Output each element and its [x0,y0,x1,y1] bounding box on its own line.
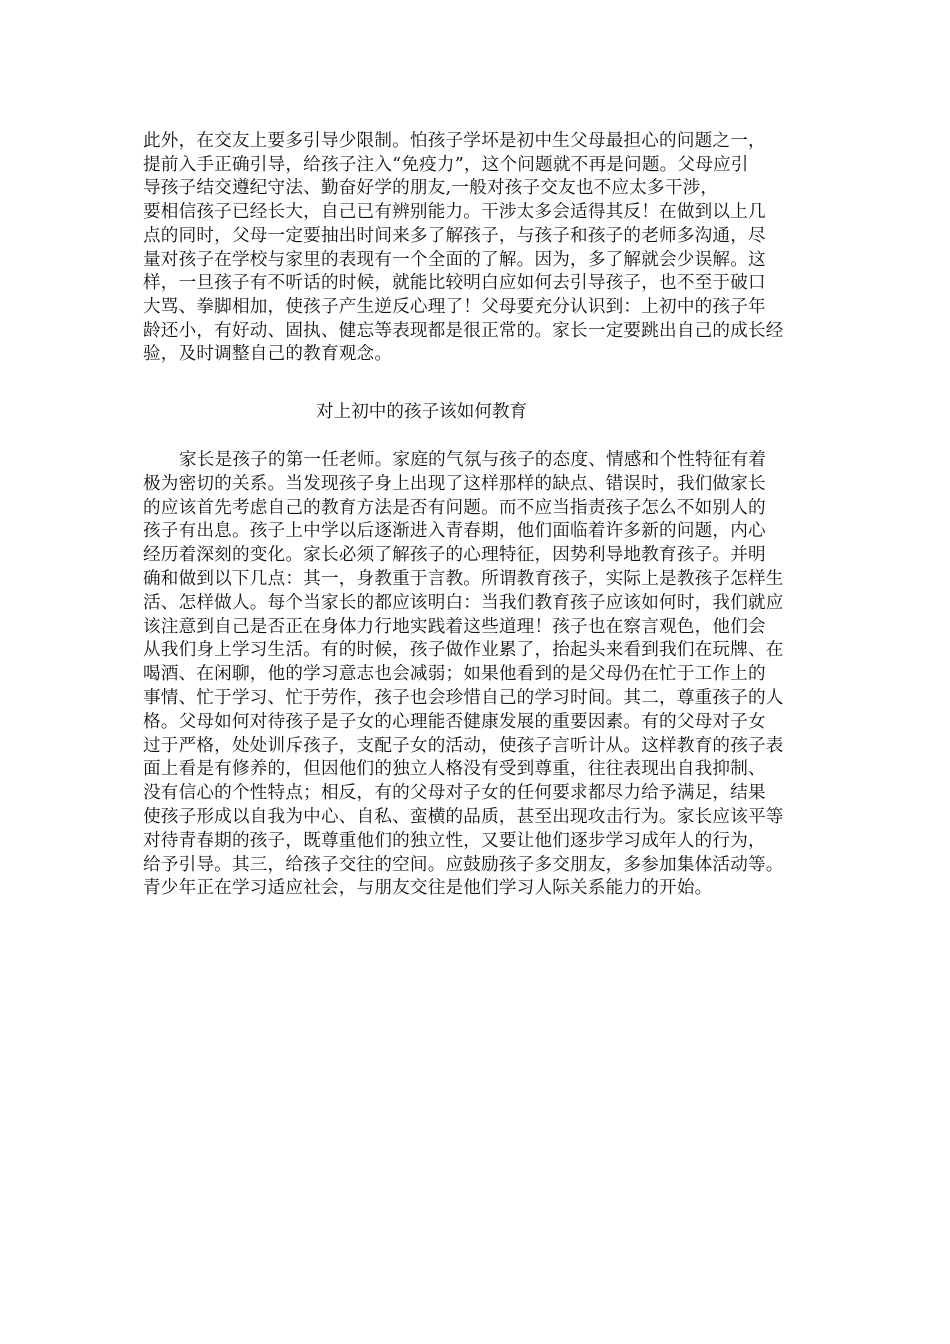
text-line: 此外，在交友上要多引导少限制。怕孩子学坏是初中生父母最担心的问题之一， [143,131,766,151]
main-paragraph [143,449,815,901]
text-line: 的应该首先考虑自己的教育方法是否有问题。而不应当指责孩子怎么不如别人的 [143,497,766,518]
text-line: 对待青春期的孩子，既尊重他们的独立性，又要让他们逐步学习成年人的行为， [143,830,766,851]
text-line: 验，及时调整自己的教育观念。 [143,344,393,365]
text-line: 给予引导。其三，给孩子交往的空间。应鼓励孩子多交朋友，多参加集体活动等。 [143,854,784,875]
text-line: 从我们身上学习生活。有的时候，孩子做作业累了，抬起头来看到我们在玩牌、在 [143,640,784,661]
text-line: 事情、忙于学习、忙于劳作，孩子也会珍惜自己的学习时间。其二，尊重孩子的人 [143,687,784,708]
text-line: 大骂、拳脚相加，使孩子产生逆反心理了！父母要充分认识到：上初中的孩子年 [143,296,766,317]
text-line: 提前入手正确引导，给孩子注入“免疫力”，这个问题就不再是问题。父母应引 [143,154,749,175]
text-line: 确和做到以下几点：其一，身教重于言教。所谓教育孩子，实际上是教孩子怎样生 [143,568,784,589]
section-title: 对上初中的孩子该如何教育 [316,402,528,422]
text-line: 样，一旦孩子有不听话的时候，就能比较明白应如何去引导孩子，也不至于破口 [143,273,766,294]
text-line: 青少年正在学习适应社会，与朋友交往是他们学习人际关系能力的开始。 [143,878,713,899]
text-line: 没有信心的个性特点；相反，有的父母对子女的任何要求都尽力给予满足，结果 [143,783,766,804]
text-line: 活、怎样做人。每个当家长的都应该明白：当我们教育孩子应该如何时，我们就应 [143,592,784,613]
text-line: 该注意到自己是否正在身体力行地实践着这些道理！孩子也在察言观色，他们会 [143,616,766,637]
text-line: 点的同时，父母一定要抽出时间来多了解孩子，与孩子和孩子的老师多沟通，尽 [143,225,766,246]
text-line: 要相信孩子已经长大，自己已有辨别能力。干涉太多会适得其反！在做到以上几 [143,202,766,223]
text-line: 过于严格，处处训斥孩子，支配子女的活动，使孩子言听计从。这样教育的孩子表 [143,735,784,756]
text-line: 龄还小，有好动、固执、健忘等表现都是很正常的。家长一定要跳出自己的成长经 [143,320,784,341]
text-line: 量对孩子在学校与家里的表现有一个全面的了解。因为，多了解就会少误解。这 [143,249,766,270]
text-line: 孩子有出息。孩子上中学以后逐渐进入青春期，他们面临着许多新的问题，内心 [143,521,766,542]
text-line: 喝酒、在闲聊，他的学习意志也会减弱；如果他看到的是父母仍在忙于工作上的 [143,664,766,685]
text-line: 使孩子形成以自我为中心、自私、蛮横的品质，甚至出现攻击行为。家长应该平等 [143,806,784,827]
intro-paragraph [143,130,815,367]
text-line: 面上看是有修养的，但因他们的独立人格没有受到尊重，往往表现出自我抑制、 [143,759,766,780]
text-line: 家长是孩子的第一任老师。家庭的气氛与孩子的态度、情感和个性特征有着 [179,450,767,470]
text-line: 导孩子结交遵纪守法、勤奋好学的朋友,一般对孩子交友也不应太多干涉， [143,178,719,199]
text-line: 格。父母如何对待孩子是子女的心理能否健康发展的重要因素。有的父母对子女 [143,711,766,732]
text-line: 极为密切的关系。当发现孩子身上出现了这样那样的缺点、错误时，我们做家长 [143,473,766,494]
text-line: 经历着深刻的变化。家长必须了解孩子的心理特征，因势利导地教育孩子。并明 [143,545,766,566]
